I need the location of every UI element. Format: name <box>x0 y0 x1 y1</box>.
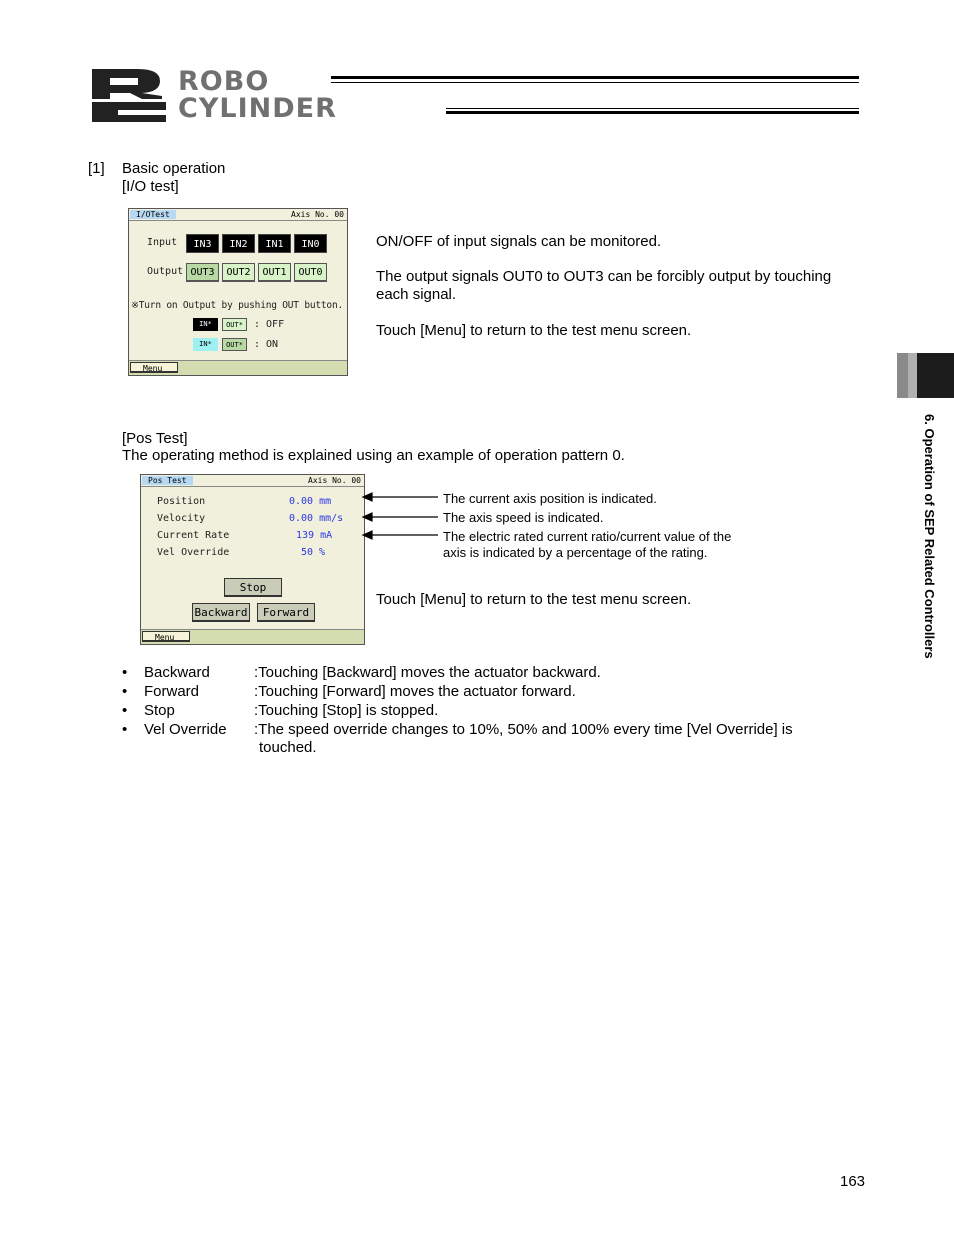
pos-test-heading: [Pos Test] <box>122 430 188 447</box>
output-button-out1[interactable]: OUT1 <box>258 263 291 282</box>
logo-robo: ROBO <box>178 66 270 97</box>
io-test-screen <box>128 208 348 376</box>
legend-output-on: OUT* <box>222 338 247 351</box>
callout-position: The current axis position is indicated. <box>443 491 657 506</box>
logo <box>88 66 438 124</box>
pos-screen-axis: Axis No. 00 <box>308 476 361 485</box>
io-desc-output-line2: each signal. <box>376 286 457 303</box>
current-rate-label: Current Rate <box>157 530 230 541</box>
callout-current-line2: axis is indicated by a percentage of the rating. <box>443 545 708 560</box>
velocity-label: Velocity <box>157 513 206 524</box>
header-rule-bottom-thin <box>446 108 859 109</box>
input-indicator-in2: IN2 <box>222 234 255 253</box>
bullet-desc-vel-override-cont: touched. <box>259 739 317 756</box>
input-indicator-in1: IN1 <box>258 234 291 253</box>
io-desc-monitor: ON/OFF of input signals can be monitored. <box>376 233 662 250</box>
bullet-dot: • <box>122 664 128 681</box>
legend-input-on: IN* <box>193 338 218 351</box>
io-menu-button[interactable]: Menu <box>130 362 178 373</box>
output-button-out0[interactable]: OUT0 <box>294 263 327 282</box>
backward-button[interactable]: Backward <box>192 603 250 622</box>
bullet-dot: • <box>122 702 128 719</box>
current-rate-value: 139 mA <box>296 530 333 541</box>
pos-screen-titlebar <box>141 475 364 487</box>
vel-override-label[interactable]: Vel Override <box>157 547 230 558</box>
bullet-dot: • <box>122 683 128 700</box>
bullet-term-vel-override: Vel Override <box>144 721 227 738</box>
header-rule-bottom-thick <box>446 111 859 114</box>
callout-velocity: The axis speed is indicated. <box>443 510 604 525</box>
callout-arrows <box>360 488 442 544</box>
stop-button[interactable]: Stop <box>224 578 282 597</box>
bullet-dot: • <box>122 721 128 738</box>
io-screen-titlebar <box>129 209 347 221</box>
chapter-side-label: 6. Operation of SEP Related Controllers <box>922 414 937 659</box>
io-desc-output-line1: The output signals OUT0 to OUT3 can be forcibly output by touching <box>376 268 832 285</box>
header-rule-top-thin <box>331 82 859 83</box>
bullet-desc-vel-override: :The speed override changes to 10%, 50% and 100% every time [Vel Override] is <box>254 721 793 738</box>
legend-on-text: : ON <box>254 339 279 350</box>
legend-output-off: OUT* <box>222 318 247 331</box>
pos-screen-footer <box>141 629 364 644</box>
position-label: Position <box>157 496 206 507</box>
io-note: ※Turn on Output by pushing OUT button. <box>131 300 343 311</box>
io-test-heading: [I/O test] <box>122 178 179 195</box>
pos-desc-menu: Touch [Menu] to return to the test menu screen. <box>376 591 692 608</box>
output-button-out3[interactable]: OUT3 <box>186 263 219 282</box>
vel-override-value[interactable]: 50 % <box>301 547 326 558</box>
output-label: Output <box>147 266 184 277</box>
io-desc-menu: Touch [Menu] to return to the test menu screen. <box>376 322 692 339</box>
input-indicator-in3: IN3 <box>186 234 219 253</box>
section-title: Basic operation <box>122 160 226 177</box>
legend-input-off: IN* <box>193 318 218 331</box>
logo-cylinder: CYLINDER <box>178 93 337 124</box>
chapter-tab <box>897 353 954 398</box>
bullet-term-backward: Backward <box>144 664 210 681</box>
pos-menu-button[interactable]: Menu <box>142 631 190 642</box>
section-number: [1] <box>88 160 105 177</box>
velocity-value: 0.00 mm/s <box>289 513 344 524</box>
bullet-desc-backward: :Touching [Backward] moves the actuator backward. <box>254 664 601 681</box>
position-value: 0.00 mm <box>289 496 332 507</box>
bullet-desc-forward: :Touching [Forward] moves the actuator forward. <box>254 683 576 700</box>
pos-test-intro: The operating method is explained using an example of operation pattern 0. <box>122 447 625 464</box>
io-screen-axis: Axis No. 00 <box>291 210 344 219</box>
input-indicator-in0: IN0 <box>294 234 327 253</box>
output-button-out2[interactable]: OUT2 <box>222 263 255 282</box>
forward-button[interactable]: Forward <box>257 603 315 622</box>
bullet-term-stop: Stop <box>144 702 175 719</box>
pos-screen-title: Pos Test <box>142 476 193 485</box>
pos-test-screen <box>140 474 365 645</box>
bullet-desc-stop: :Touching [Stop] is stopped. <box>254 702 439 719</box>
io-screen-title: I/OTest <box>130 210 176 219</box>
page-number: 163 <box>840 1173 866 1190</box>
callout-current-line1: The electric rated current ratio/current value of the <box>443 529 732 544</box>
io-screen-footer <box>129 360 347 375</box>
bullet-term-forward: Forward <box>144 683 200 700</box>
header-rule-top-thick <box>331 76 859 79</box>
input-label: Input <box>147 237 178 248</box>
rc-logo-mark <box>88 66 172 124</box>
legend-off-text: : OFF <box>254 319 285 330</box>
